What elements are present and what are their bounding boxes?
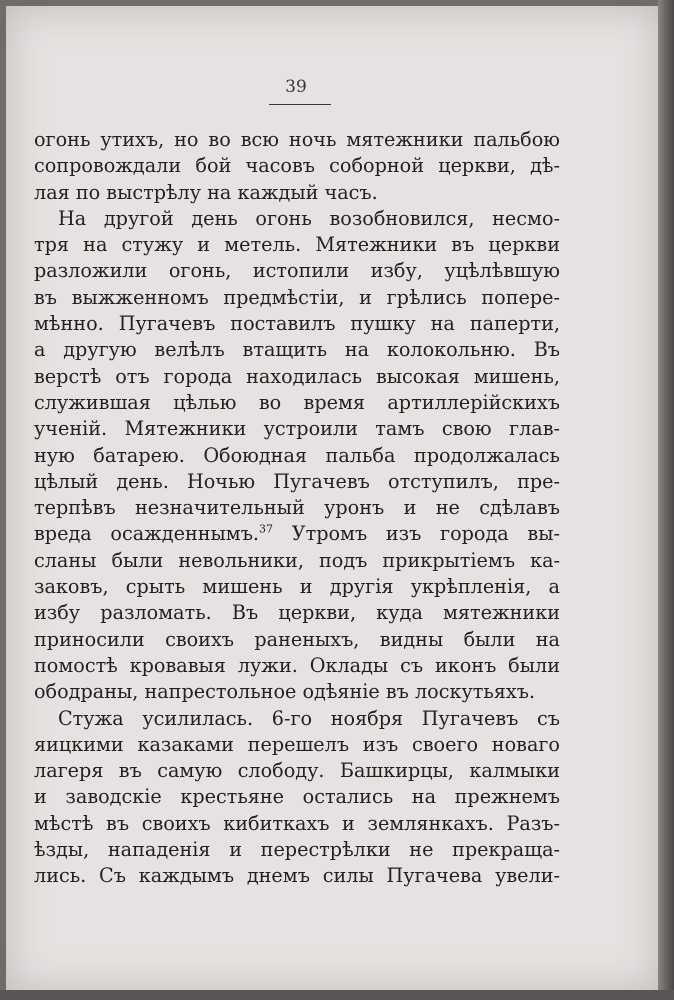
footnote-marker: 37 [259,523,274,537]
text-line-with-footnote [34,521,560,547]
text-line: разложили огонь, истопили избу, уцѣлѣвшую [34,259,560,283]
text-line: ученій. Мятежники устроили тамъ свою глав- [34,417,560,441]
text-line: въ выжженномъ предмѣстіи, и грѣлись попере- [34,285,560,309]
page-number: 39 [285,77,307,97]
text-line: и заводскіе крестьяне остались на прежнемъ [34,785,560,809]
paragraph-start-line: На другой день огонь возобновился, несмо- [58,206,560,230]
text-line: лая по выстрѣлу на каждый часъ. [34,180,378,204]
text-line: ѣзды, нападенія и перестрѣлки не прекраща- [34,838,560,862]
text-line: верстѣ отъ города находилась высокая мишень, [34,364,560,388]
text-line: ободраны, напрестольное одѣяніе въ лоскутьяхъ. [34,680,536,704]
text-line: тря на стужу и метель. Мятежники въ церкви [34,233,560,257]
text-line: лагеря въ самую слободу. Башкирцы, калмыки [34,759,560,783]
text-line: огонь утихъ, но во всю ночь мятежники пальбою [34,128,560,151]
text-line: избу разломать. Въ церкви, куда мятежники [34,601,560,625]
text-line: приносили своихъ раненыхъ, видны были на [34,627,560,651]
book-page [6,6,660,992]
text-line: цѣлый день. Ночью Пугачевъ отступилъ, пре- [34,469,560,493]
text-line: сопровождали бой часовъ соборной церкви, дѣ- [34,154,560,178]
paragraph-start-line: Стужа усилилась. 6-го ноября Пугачевъ съ [58,706,560,730]
text-line: помостѣ кровавыя лужи. Оклады съ иконъ были [34,653,560,677]
text-line: терпѣвъ незначительный уронъ и не сдѣлавъ [34,496,560,520]
text-line: а другую велѣлъ втащить на колокольню. Въ [34,338,560,362]
text-line: сланы были невольники, подъ прикрытіемъ ка- [34,548,560,572]
text-line: заковъ, срыть мишень и другія укрѣпленія, а [34,575,560,599]
text-line: яицкими казаками перешелъ изъ своего новаго [34,732,560,756]
text-line: служившая цѣлью во время артиллерійскихъ [34,390,560,414]
text-segment: вреда осажденнымъ. [34,522,260,546]
text-line: ную батарею. Обоюдная пальба продолжалась [34,443,560,467]
book-edge-right [658,0,674,1000]
text-segment: Утромъ изъ города вы- [273,522,560,546]
text-line: мѣстѣ въ своихъ кибиткахъ и землянкахъ. Разъ- [34,811,560,835]
body-text [34,127,560,890]
text-line: мѣнно. Пугачевъ поставилъ пушку на паперти, [34,312,560,336]
book-edge-bottom [0,990,674,1000]
text-line: лись. Съ каждымъ днемъ силы Пугачева увели- [34,864,560,888]
header-rule [269,104,331,105]
